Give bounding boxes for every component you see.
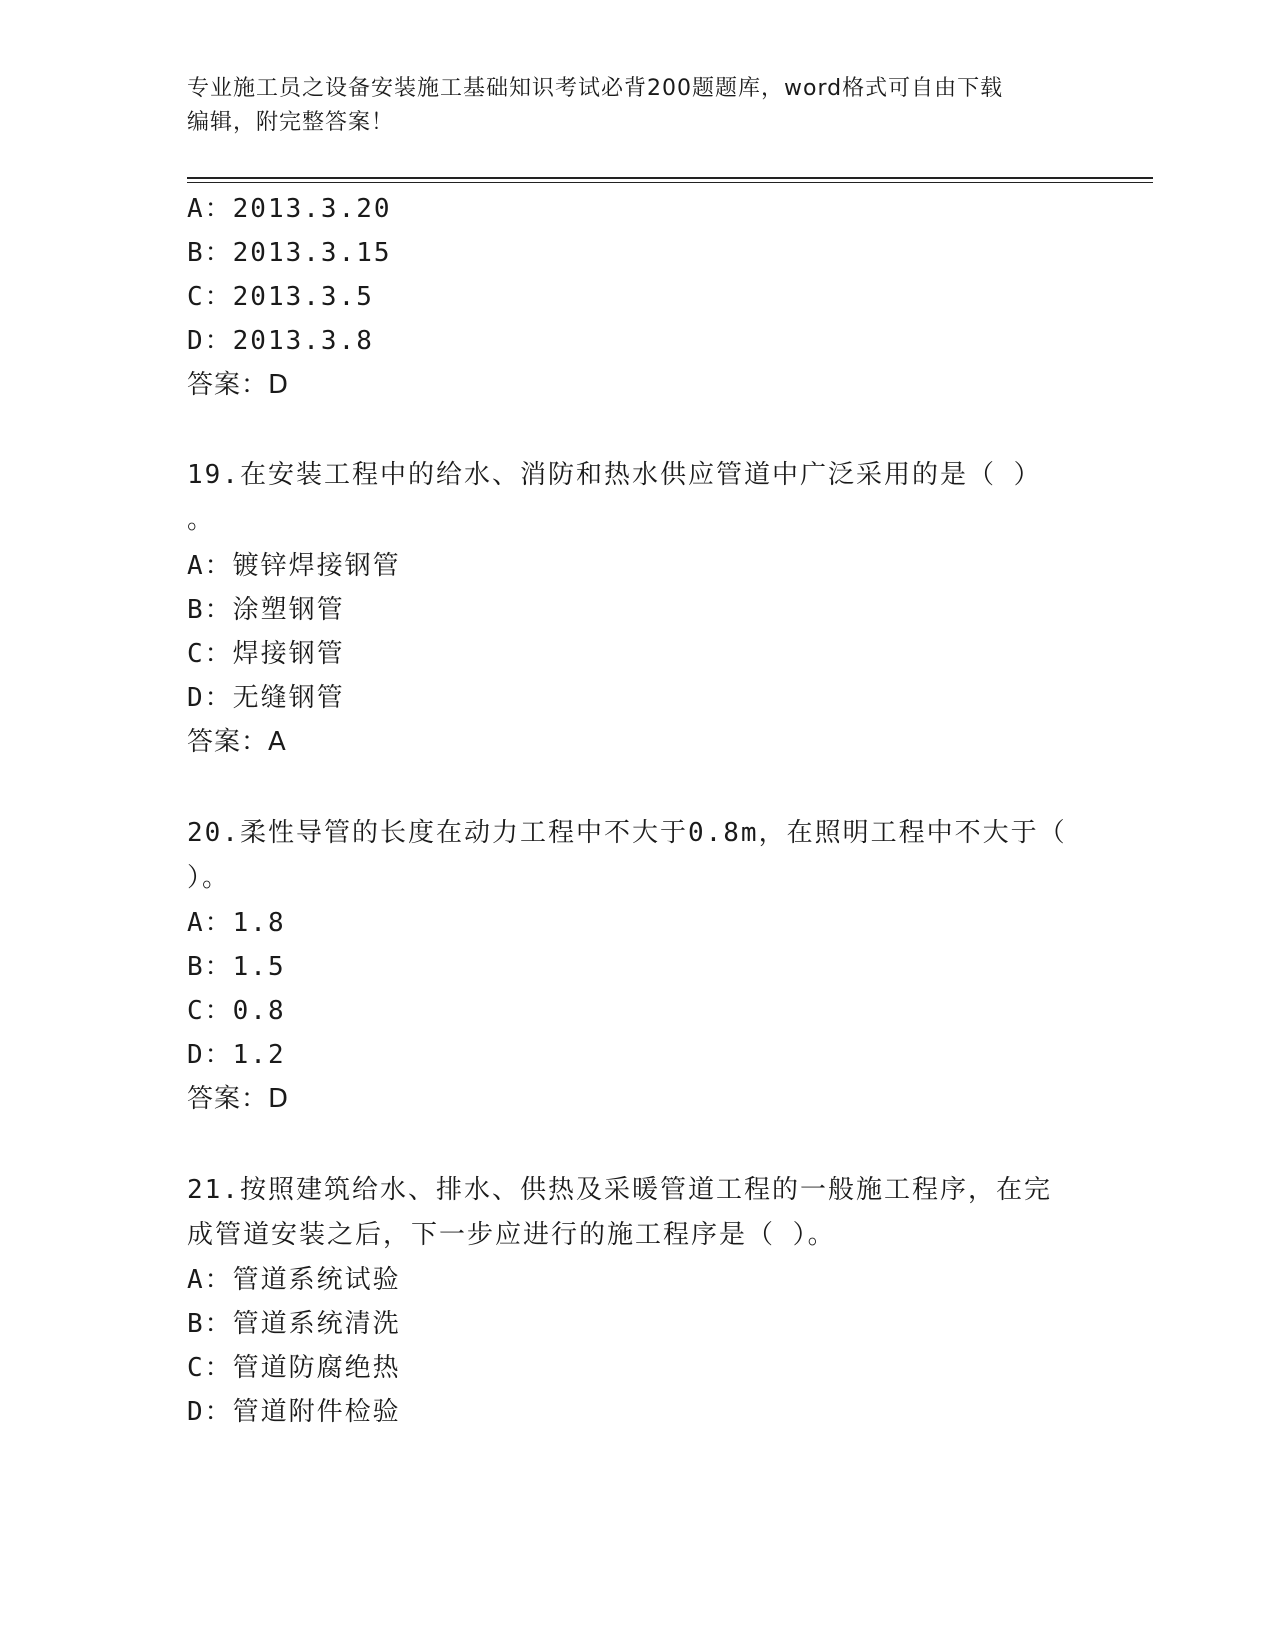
q20-option-c: C：0.8 [187, 996, 286, 1026]
q19-stem-line-2: 。 [187, 505, 216, 535]
q21-stem-line-2: 成管道安装之后，下一步应进行的施工程序是（ ）。 [187, 1220, 836, 1250]
header-divider [187, 177, 1153, 179]
q18-answer: 答案：D [187, 370, 290, 400]
header-line-1: 专业施工员之设备安装施工基础知识考试必背200题题库，word格式可自由下载 [187, 76, 1004, 101]
q21-option-d: D：管道附件检验 [187, 1397, 401, 1427]
header-divider-thin [187, 182, 1153, 183]
header-line-2: 编辑，附完整答案！ [187, 110, 395, 135]
q20-stem-line-1: 20.柔性导管的长度在动力工程中不大于0.8m，在照明工程中不大于（ [187, 818, 1067, 848]
q19-option-b: B：涂塑钢管 [187, 595, 345, 625]
q19-option-c: C：焊接钢管 [187, 639, 345, 669]
q20-option-b: B：1.5 [187, 952, 286, 982]
q21-option-a: A：管道系统试验 [187, 1265, 401, 1295]
q18-option-b: B：2013.3.15 [187, 238, 392, 268]
q20-stem-line-2: ）。 [187, 863, 231, 893]
document-header [187, 72, 1067, 140]
q20-answer: 答案：D [187, 1084, 290, 1114]
q21-stem-line-1: 21.按照建筑给水、排水、供热及采暖管道工程的一般施工程序，在完 [187, 1175, 1052, 1205]
q21-option-c: C：管道防腐绝热 [187, 1353, 401, 1383]
q21-option-b: B：管道系统清洗 [187, 1309, 401, 1339]
q19-option-a: A：镀锌焊接钢管 [187, 551, 401, 581]
q19-option-d: D：无缝钢管 [187, 683, 345, 713]
q18-option-a: A：2013.3.20 [187, 194, 392, 224]
q20-option-a: A：1.8 [187, 908, 286, 938]
q18-option-c: C：2013.3.5 [187, 282, 374, 312]
q20-option-d: D：1.2 [187, 1040, 286, 1070]
q19-stem-line-1: 19.在安装工程中的给水、消防和热水供应管道中广泛采用的是（ ） [187, 460, 1042, 490]
q18-option-d: D：2013.3.8 [187, 326, 374, 356]
q19-answer: 答案：A [187, 727, 287, 757]
